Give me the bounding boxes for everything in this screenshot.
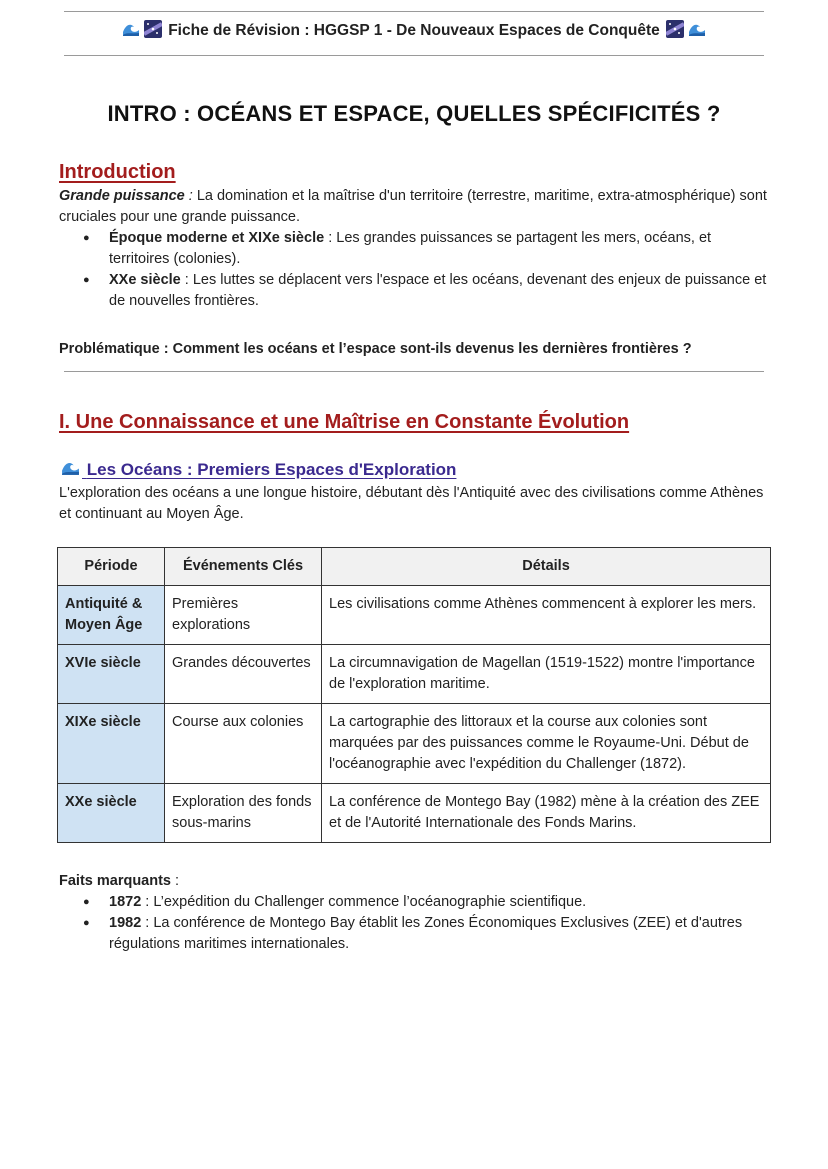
faits-label: Faits marquants <box>59 873 171 889</box>
faits-label-line <box>59 871 771 892</box>
fait-text: : L’expédition du Challenger commence l’océanographie scientifique. <box>141 894 587 910</box>
faits-bullet-list <box>59 892 771 955</box>
table-cell-event: Grandes découvertes <box>165 645 322 704</box>
exploration-table <box>57 547 771 843</box>
intro-bullet-list <box>59 228 771 312</box>
table-cell-details: La conférence de Montego Bay (1982) mène à la création des ZEE et de l'Autorité Internationale des Fonds Marins. <box>322 784 771 843</box>
oceans-subheading <box>59 458 456 485</box>
section1-heading: I. Une Connaissance et une Maîtrise en Constante Évolution <box>59 411 630 433</box>
top-rule <box>64 11 764 12</box>
milky-way-icon <box>666 20 684 45</box>
table-cell-event: Exploration des fonds sous-marins <box>165 784 322 843</box>
table-cell-period: XVIe siècle <box>58 645 165 704</box>
fait-year: 1982 <box>109 915 142 932</box>
table-cell-details: La circumnavigation de Magellan (1519-1522) montre l'importance de l'exploration maritime. <box>322 645 771 704</box>
fait-text: : La conférence de Montego Bay établit les Zones Économiques Exclusives (ZEE) et d'autres régulations maritimes internationales. <box>109 915 743 953</box>
table-cell-period: XIXe siècle <box>58 704 165 784</box>
header-title-bar <box>64 20 764 45</box>
table-row <box>58 784 771 843</box>
table-cell-event: Premières explorations <box>165 586 322 645</box>
bullet-strong: XXe siècle <box>109 272 181 289</box>
table-header-row <box>58 548 771 586</box>
intro-heading: Introduction <box>59 161 176 183</box>
problematique: Problématique : Comment les océans et l’espace sont-ils devenus les dernières frontières ? <box>59 341 692 357</box>
list-item <box>59 270 771 312</box>
table-cell-details: La cartographie des littoraux et la course aux colonies sont marquées par des puissances comme le Royaume-Uni. Début de l'océanographie avec l'expédition du Challenger (1872). <box>322 704 771 784</box>
list-item <box>59 892 771 913</box>
intro-term-sep: : <box>184 188 197 204</box>
table-row <box>58 704 771 784</box>
bullet-text: : Les luttes se déplacent vers l'espace et les océans, devenant des enjeux de puissance et de nouvelles frontières. <box>109 272 767 310</box>
table-header: Période <box>58 548 165 586</box>
header-title: Fiche de Révision : HGGSP 1 - De Nouveaux Espaces de Conquête <box>168 22 660 39</box>
intro-text: La domination et la maîtrise d'un territoire (terrestre, maritime, extra-atmosphérique) sont cruciales pour une grande puissance. <box>59 188 767 226</box>
faits-label-sep: : <box>171 873 180 889</box>
fait-year: 1872 <box>109 894 142 910</box>
table-cell-details: Les civilisations comme Athènes commencent à explorer les mers. <box>322 586 771 645</box>
milky-way-icon <box>144 20 162 45</box>
table-header: Détails <box>322 548 771 586</box>
header-bottom-rule <box>64 55 764 56</box>
wave-icon <box>122 20 140 45</box>
wave-icon <box>61 458 80 485</box>
bullet-strong: Époque moderne et XIXe siècle <box>109 230 325 246</box>
list-item <box>59 913 771 955</box>
wave-icon <box>688 20 706 45</box>
table-cell-period: XXe siècle <box>58 784 165 843</box>
oceans-intro-text: L'exploration des océans a une longue histoire, débutant dès l'Antiquité avec des civilisations comme Athènes et continuant au Moyen Âge. <box>59 485 764 523</box>
table-row <box>58 586 771 645</box>
table-header: Événements Clés <box>165 548 322 586</box>
bullet-text: : Les grandes puissances se partagent les mers, océans, et territoires (colonies). <box>109 230 712 268</box>
oceans-subheading-text: Les Océans : Premiers Espaces d'Exploration <box>86 460 457 479</box>
main-title: INTRO : OCÉANS ET ESPACE, QUELLES SPÉCIFICITÉS ? <box>107 101 721 126</box>
intro-term: Grande puissance <box>59 188 185 204</box>
section-divider <box>64 371 764 372</box>
table-cell-event: Course aux colonies <box>165 704 322 784</box>
intro-paragraph <box>59 186 771 228</box>
table-row <box>58 645 771 704</box>
list-item <box>59 228 771 270</box>
table-cell-period: Antiquité & Moyen Âge <box>58 586 165 645</box>
